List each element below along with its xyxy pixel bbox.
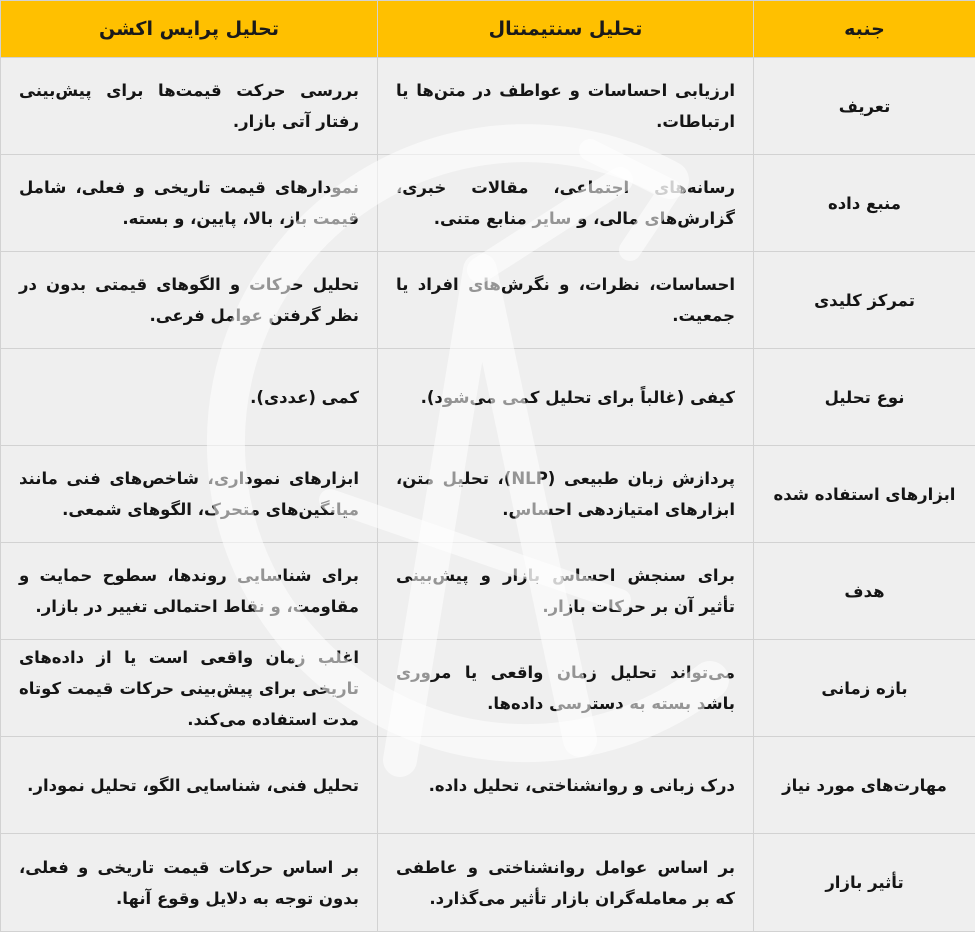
aspect-cell: ابزارهای استفاده شده [754, 446, 975, 543]
table-row [1, 446, 975, 543]
sentiment-cell: می‌تواند تحلیل زمان واقعی یا مروری باشد بسته به دسترسی داده‌ها. [378, 640, 754, 737]
table-row [1, 834, 975, 932]
header-sentiment: تحلیل سنتیمنتال [378, 1, 754, 58]
table-row [1, 640, 975, 737]
table-row [1, 252, 975, 349]
price-action-cell: بررسی حرکت قیمت‌ها برای پیش‌بینی رفتار آتی بازار. [1, 58, 378, 155]
price-action-cell: ابزارهای نموداری، شاخص‌های فنی مانند میانگین‌های متحرک، الگوهای شمعی. [1, 446, 378, 543]
aspect-cell: تأثیر بازار [754, 834, 975, 932]
price-action-cell: اغلب زمان واقعی است یا از داده‌های تاریخی برای پیش‌بینی حرکات قیمت کوتاه مدت استفاده می‌کند. [1, 640, 378, 737]
sentiment-cell: احساسات، نظرات، و نگرش‌های افراد یا جمعیت. [378, 252, 754, 349]
price-action-cell: تحلیل حرکات و الگوهای قیمتی بدون در نظر گرفتن عوامل فرعی. [1, 252, 378, 349]
table-row [1, 349, 975, 446]
header-aspect: جنبه [754, 1, 975, 58]
aspect-cell: منبع داده [754, 155, 975, 252]
table-row [1, 543, 975, 640]
sentiment-cell: ارزیابی احساسات و عواطف در متن‌ها یا ارتباطات. [378, 58, 754, 155]
aspect-cell: تعریف [754, 58, 975, 155]
table-row [1, 58, 975, 155]
aspect-cell: بازه زمانی [754, 640, 975, 737]
price-action-cell: کمی (عددی). [1, 349, 378, 446]
price-action-cell: نمودارهای قیمت تاریخی و فعلی، شامل قیمت باز، بالا، پایین، و بسته. [1, 155, 378, 252]
sentiment-cell: کیفی (غالباً برای تحلیل کمی می‌شود). [378, 349, 754, 446]
sentiment-cell: برای سنجش احساس بازار و پیش‌بینی تأثیر آن بر حرکات بازار. [378, 543, 754, 640]
aspect-cell: هدف [754, 543, 975, 640]
header-price-action: تحلیل پرایس اکشن [1, 1, 378, 58]
aspect-cell: نوع تحلیل [754, 349, 975, 446]
aspect-cell: تمرکز کلیدی [754, 252, 975, 349]
price-action-cell: تحلیل فنی، شناسایی الگو، تحلیل نمودار. [1, 737, 378, 834]
price-action-cell: برای شناسایی روندها، سطوح حمایت و مقاومت، و نقاط احتمالی تغییر در بازار. [1, 543, 378, 640]
sentiment-cell: درک زبانی و روانشناختی، تحلیل داده. [378, 737, 754, 834]
sentiment-cell: پردازش زبان طبیعی (NLP)، تحلیل متن، ابزارهای امتیازدهی احساس. [378, 446, 754, 543]
aspect-cell: مهارت‌های مورد نیاز [754, 737, 975, 834]
header-row [1, 1, 975, 58]
sentiment-cell: بر اساس عوامل روانشناختی و عاطفی که بر معامله‌گران بازار تأثیر می‌گذارد. [378, 834, 754, 932]
table-row [1, 737, 975, 834]
table-row [1, 155, 975, 252]
sentiment-cell: رسانه‌های اجتماعی، مقالات خبری، گزارش‌های مالی، و سایر منابع متنی. [378, 155, 754, 252]
price-action-cell: بر اساس حرکات قیمت تاریخی و فعلی، بدون توجه به دلایل وقوع آنها. [1, 834, 378, 932]
